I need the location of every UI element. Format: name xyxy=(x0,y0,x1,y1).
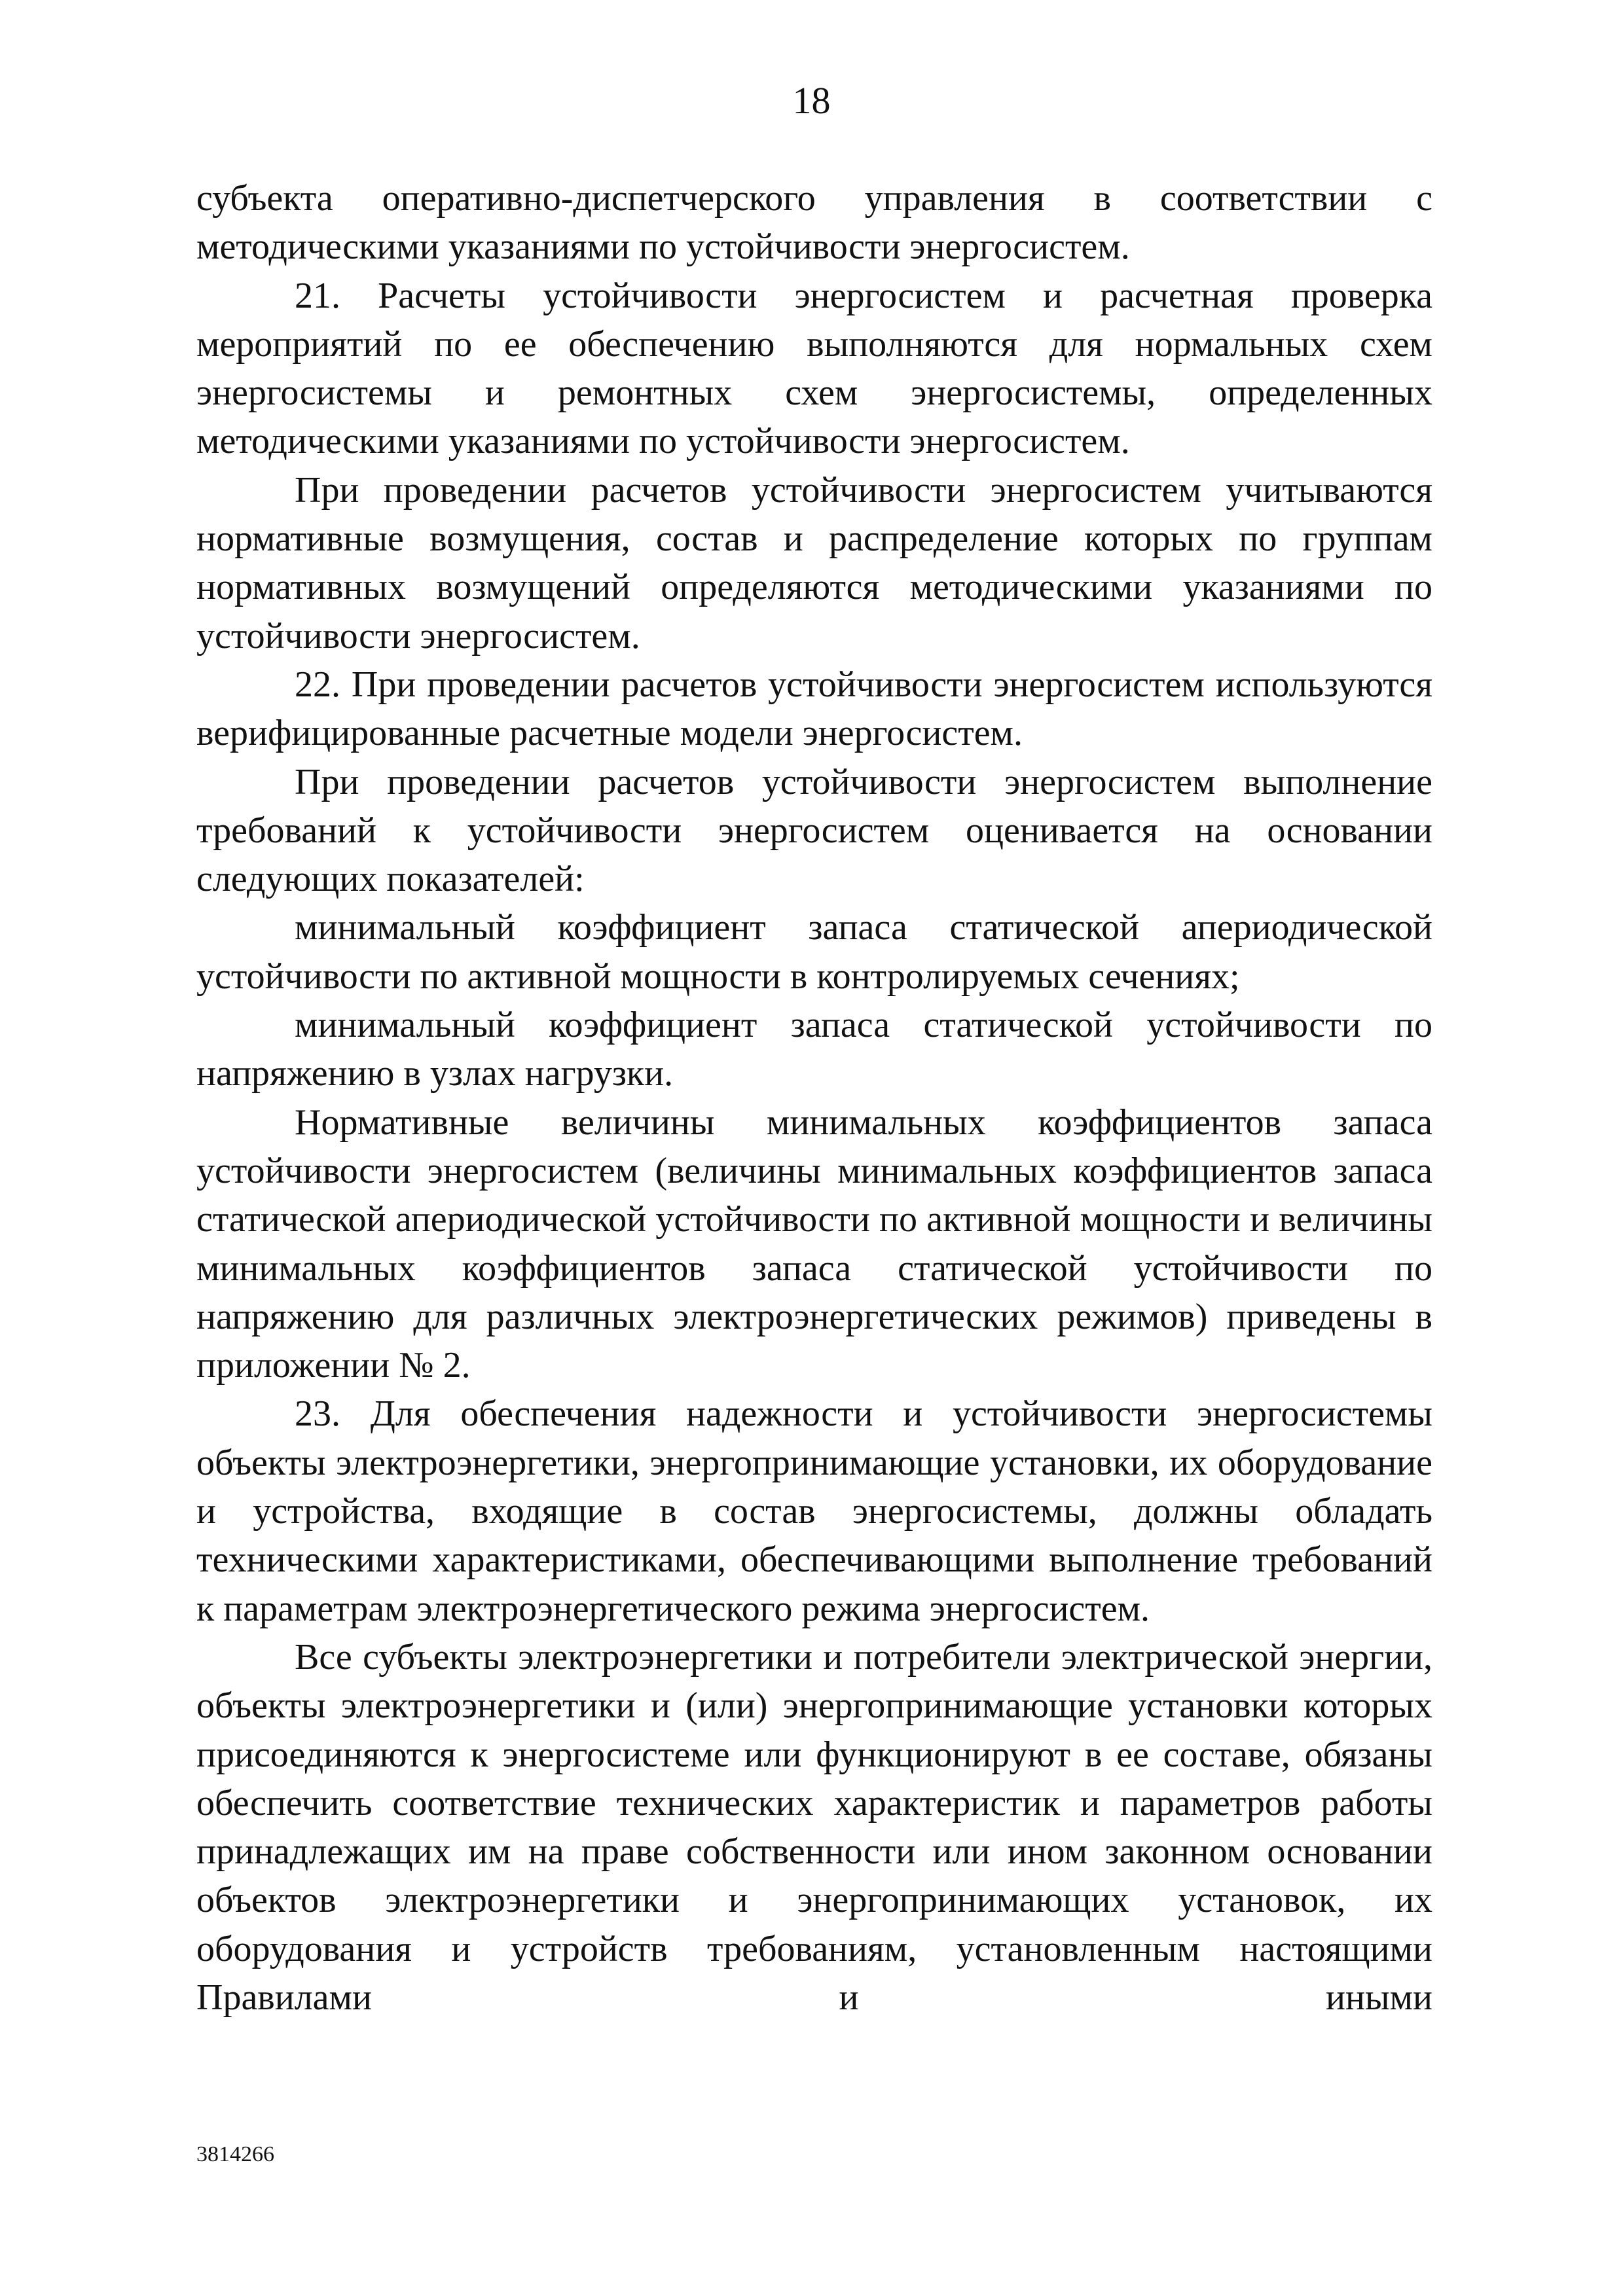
paragraph-clause-22: 22. При проведении расчетов устойчивости энергосистем используются верифицированные расчетные модели энергосистем. xyxy=(196,664,1432,754)
paragraph-clause-21: 21. Расчеты устойчивости энергосистем и расчетная проверка мероприятий по ее обеспечению выполняются для нормальных схем энергосистемы и ремонтных схем энергосистемы, определенных методическими указаниями по устойчивости энергосистем. xyxy=(196,275,1432,462)
document-code: 3814266 xyxy=(196,2142,274,2166)
paragraph-indicator-active-power: минимальный коэффициент запаса статической апериодической устойчивости по активной мощности в контролируемых сечениях; xyxy=(196,907,1432,997)
paragraph-normative-values: Нормативные величины минимальных коэффициентов запаса устойчивости энергосистем (величины минимальных коэффициентов запаса статической апериодической устойчивости по активной мощности и величины минимальных коэффициентов запаса статической устойчивости по напряжению для различных электроэнергетических режимов) приведены в приложении № 2. xyxy=(196,1102,1432,1386)
document-body xyxy=(196,174,1432,2022)
paragraph-clause-22-indicators: При проведении расчетов устойчивости энергосистем выполнение требований к устойчивости энергосистем оценивается на основании следующих показателей: xyxy=(196,761,1432,900)
paragraph-clause-23: 23. Для обеспечения надежности и устойчивости энергосистемы объекты электроэнергетики, энергопринимающие установки, их оборудование и устройства, входящие в состав энергосистемы, должны обладать техническими характеристиками, обеспечивающими выполнение требований к параметрам электроэнергетического режима энергосистем. xyxy=(196,1393,1432,1629)
paragraph-clause-23-subjects: Все субъекты электроэнергетики и потребители электрической энергии, объекты электроэнергетики и (или) энергопринимающие установки которых присоединяются к энергосистеме или функционируют в ее составе, обязаны обеспечить соответствие технических характеристик и параметров работы принадлежащих им на праве собственности или ином законном основании объектов электроэнергетики и энергопринимающих установок, их оборудования и устройств требованиям, установленным настоящими Правилами и иными xyxy=(196,1636,1432,2018)
page-number: 18 xyxy=(792,79,831,122)
paragraph-indicator-voltage: минимальный коэффициент запаса статической устойчивости по напряжению в узлах нагрузки. xyxy=(196,1005,1432,1094)
paragraph-continuation: субъекта оперативно-диспетчерского управления в соответствии с методическими указаниями по устойчивости энергосистем. xyxy=(196,178,1432,268)
paragraph-clause-21-disturbances: При проведении расчетов устойчивости энергосистем учитываются нормативные возмущения, состав и распределение которых по группам нормативных возмущений определяются методическими указаниями по устойчивости энергосистем. xyxy=(196,469,1432,656)
